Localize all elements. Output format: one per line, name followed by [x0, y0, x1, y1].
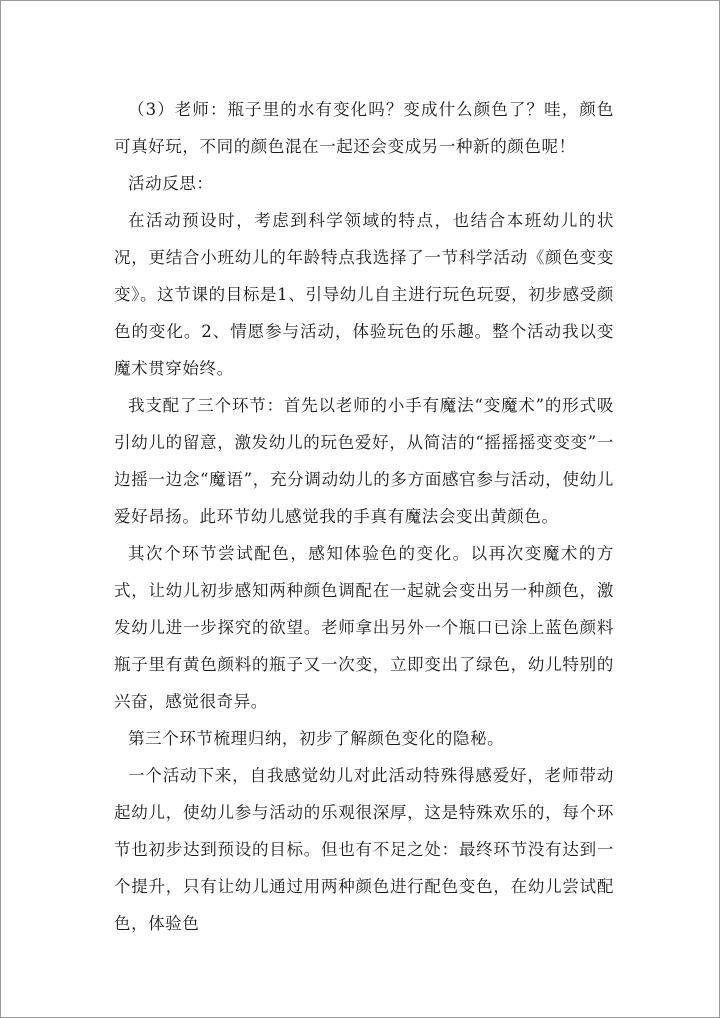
- paragraph-activity-design: 在活动预设时，考虑到科学领域的特点，也结合本班幼儿的状况，更结合小班幼儿的年龄特点我选择了一节科学活动《颜色变变变》。这节课的目标是1、引导幼儿自主进行玩色玩耍，初步感受颜色的变化。2、情愿参与活动，体验玩色的乐趣。整个活动我以变魔术贯穿始终。: [114, 211, 614, 378]
- document-body: [114, 91, 614, 942]
- paragraph-summary: 一个活动下来，自我感觉幼儿对此活动特殊得感爱好，老师带动起幼儿，使幼儿参与活动的乐观很深厚，这是特殊欢乐的，每个环节也初步达到预设的目标。但也有不足之处：最终环节没有达到一个提升，只有让幼儿通过用两种颜色进行配色变色，在幼儿尝试配色，体验色: [114, 766, 614, 933]
- paragraph-first-stage: 我支配了三个环节：首先以老师的小手有魔法“变魔术”的形式吸引幼儿的留意，激发幼儿的玩色爱好，从简洁的“摇摇摇变变变”一边摇一边念“魔语”，充分调动幼儿的多方面感官参与活动，使幼儿爱好昂扬。此环节幼儿感觉我的手真有魔法会变出黄颜色。: [114, 396, 614, 526]
- paragraph-reflection-heading: 活动反思：: [128, 174, 214, 193]
- paragraph-second-stage: 其次个环节尝试配色，感知体验色的变化。以再次变魔术的方式，让幼儿初步感知两种颜色调配在一起就会变出另一种颜色，激发幼儿进一步探究的欲望。老师拿出另外一个瓶口已涂上蓝色颜料瓶子里有黄色颜料的瓶子又一次变，立即变出了绿色，幼儿特别的兴奋，感觉很奇异。: [114, 544, 614, 711]
- paragraph-third-stage: 第三个环节梳理归纳，初步了解颜色变化的隐秘。: [128, 729, 505, 748]
- paragraph-teacher-question: （3）老师：瓶子里的水有变化吗？变成什么颜色了？哇，颜色可真好玩，不同的颜色混在一起还会变成另一种新的颜色呢！: [114, 100, 614, 156]
